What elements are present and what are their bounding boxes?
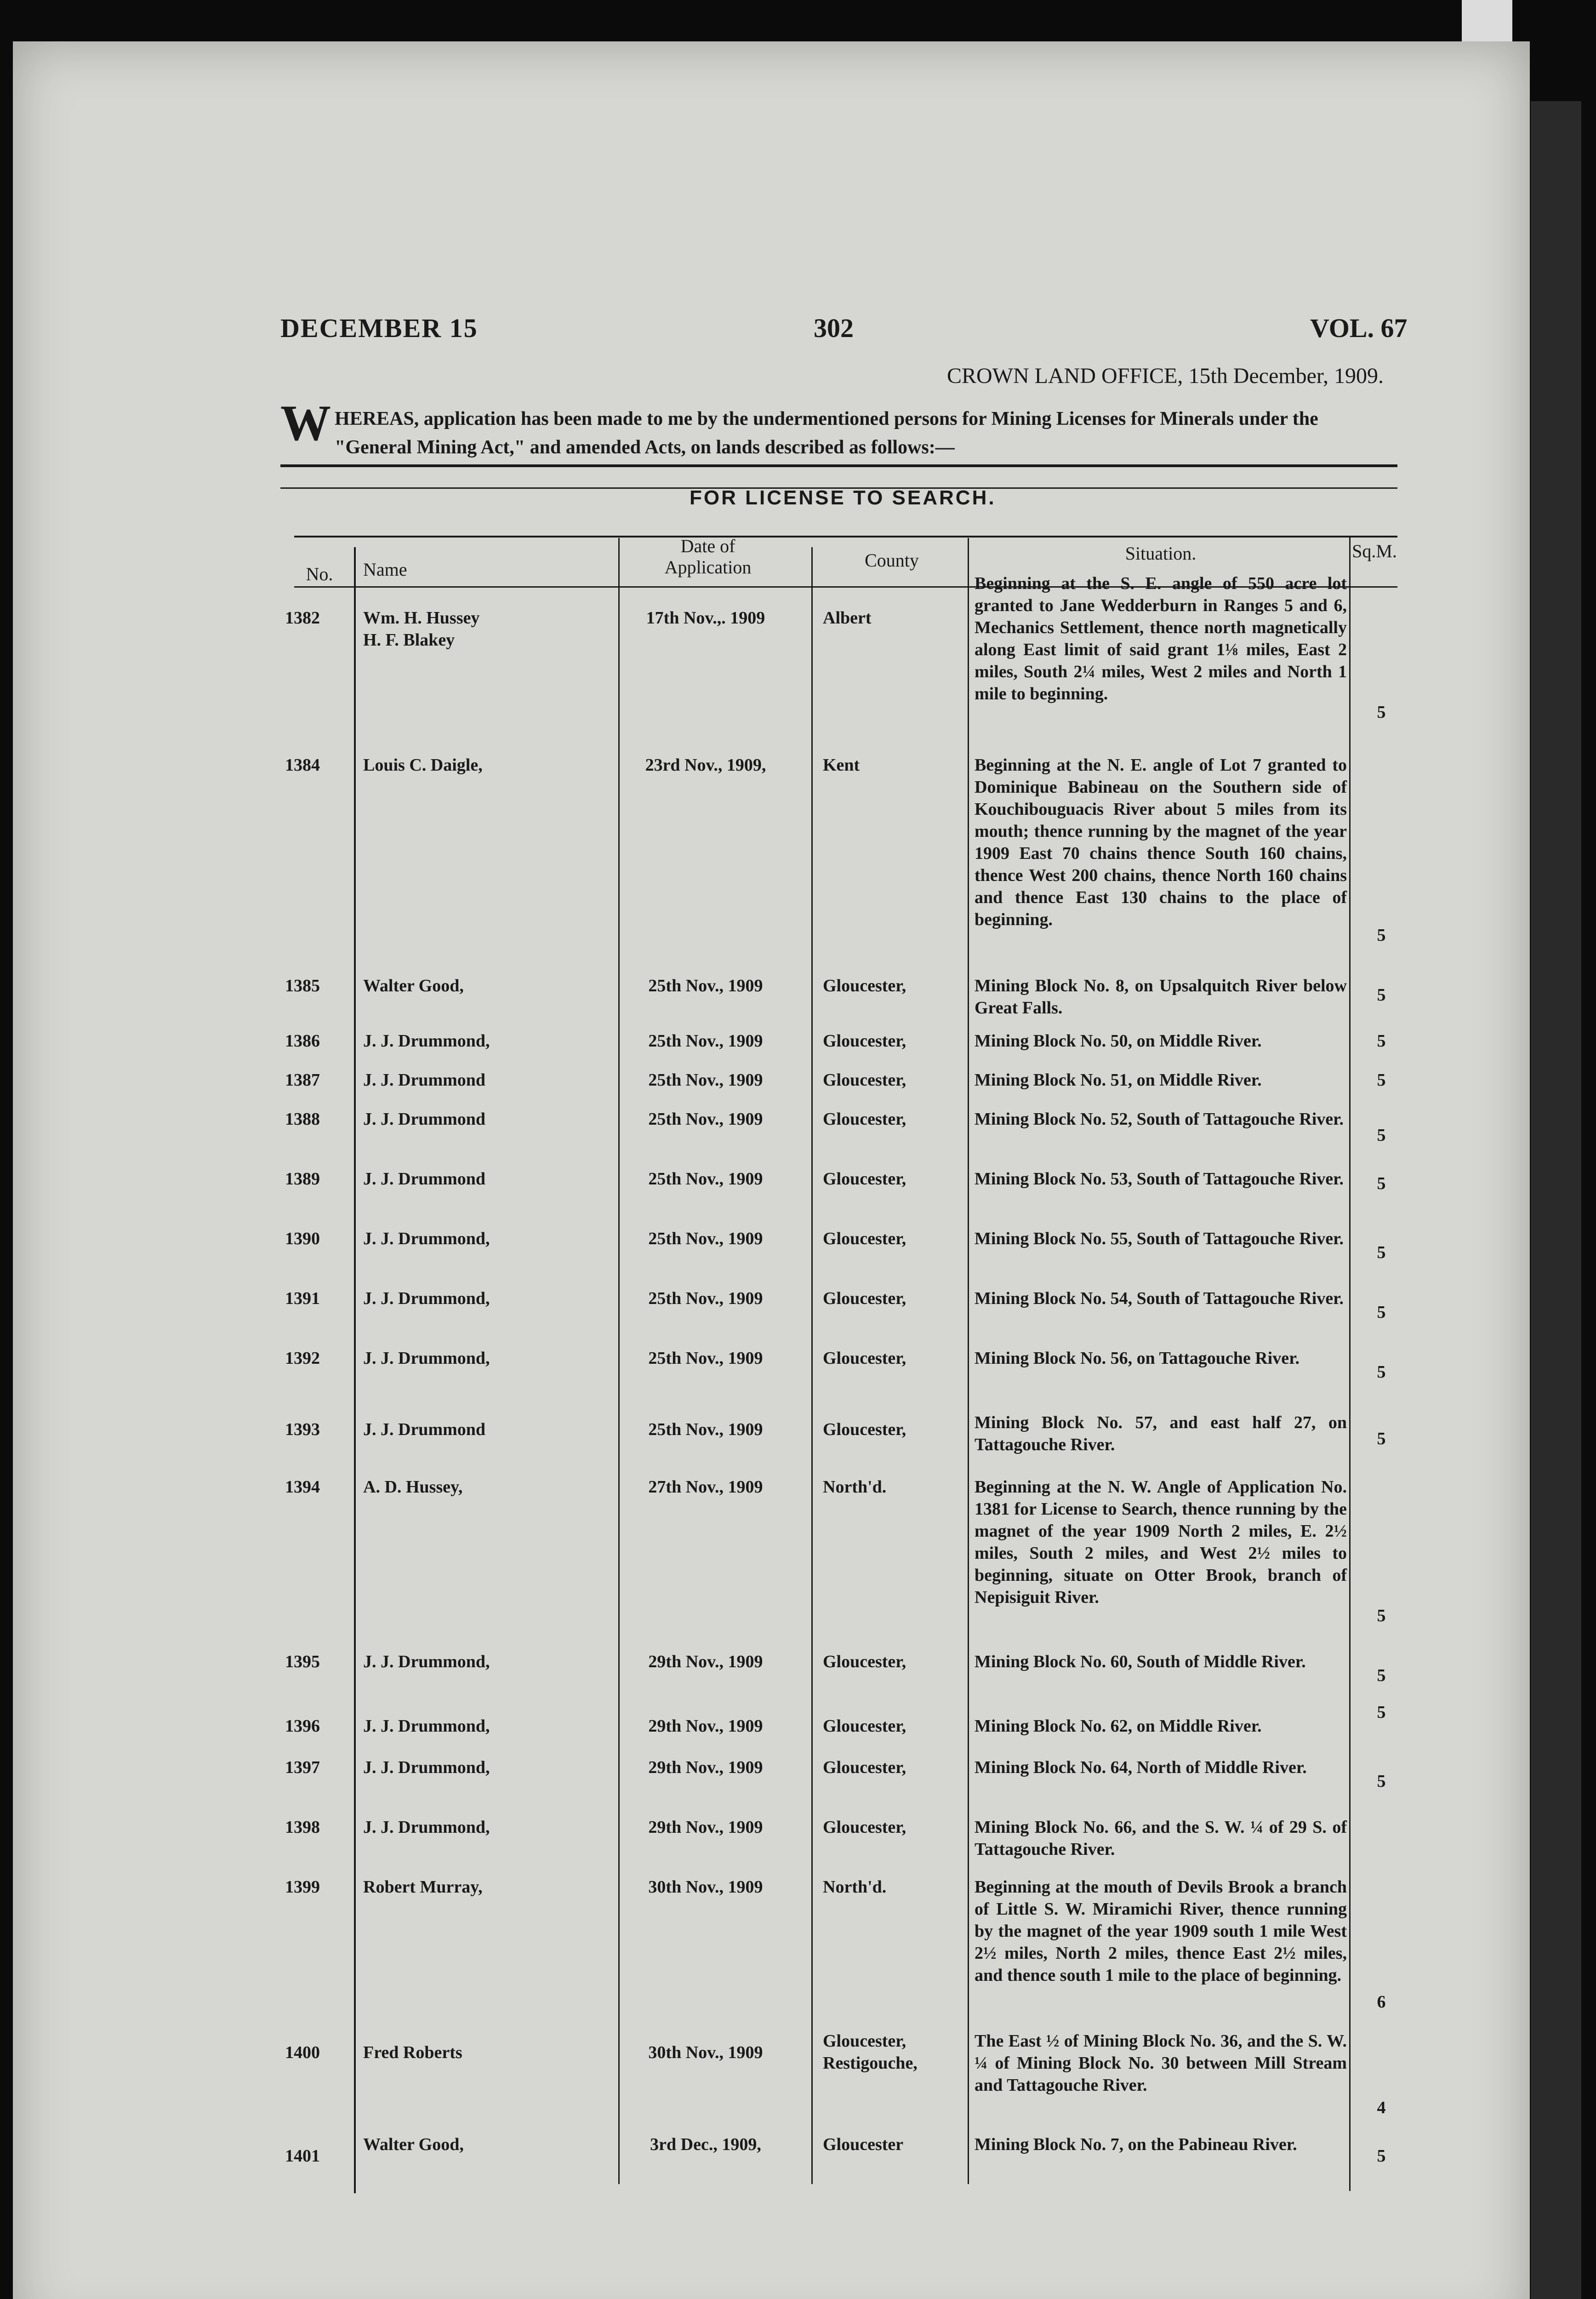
row-no: 1392 (285, 1349, 320, 1368)
row-county: Albert (823, 608, 872, 628)
row-date: 17th Nov.,. 1909 (646, 608, 765, 628)
intro-paragraph (280, 395, 1397, 462)
row-sqm: 5 (1377, 1362, 1386, 1382)
row-sqm: 5 (1377, 1031, 1386, 1051)
volume-label: VOL. 67 (1310, 313, 1408, 343)
row-situation: Mining Block No. 50, on Middle River. (975, 1031, 1262, 1051)
row-situation: Mining Block No. 66, and the S. W. ¼ of 29 S. of Tattagouche River. (975, 1818, 1347, 1859)
row-sqm: 4 (1377, 2098, 1386, 2117)
row-name: J. J. Drummond, (363, 1716, 490, 1736)
row-name: J. J. Drummond (363, 1109, 486, 1129)
row-county: Gloucester, (823, 1109, 906, 1129)
row-date: 25th Nov., 1909 (648, 1109, 763, 1129)
col-divider-3 (811, 547, 813, 2184)
row-name: J. J. Drummond, (363, 1818, 490, 1837)
row-situation: Mining Block No. 56, on Tattagouche River. (975, 1349, 1300, 1368)
drop-cap: W (280, 395, 331, 451)
row-no: 1397 (285, 1758, 320, 1777)
row-sqm: 5 (1377, 1429, 1386, 1448)
row-situation: Mining Block No. 64, North of Middle River. (975, 1758, 1307, 1777)
row-situation: Mining Block No. 62, on Middle River. (975, 1716, 1262, 1736)
row-no: 1396 (285, 1716, 320, 1736)
row-county: North'd. (823, 1877, 887, 1897)
col-divider-1 (354, 547, 356, 2193)
row-county: Gloucester, (823, 1349, 906, 1368)
row-situation: Beginning at the S. E. angle of 550 acre lot granted to Jane Wedderburn in Ranges 5 and 6, Mechanics Settlement, thence north magnetically along East limit of said grant 1⅛ miles, East 2 miles, South 2¼ miles, West 2 miles and North 1 mile to beginning. (975, 574, 1347, 703)
row-name: J. J. Drummond, (363, 1349, 490, 1368)
row-no: 1388 (285, 1109, 320, 1129)
row-sqm: 5 (1377, 1606, 1386, 1625)
col-header-name: Name (363, 559, 407, 580)
row-county: Gloucester, (823, 1758, 906, 1777)
row-sqm: 5 (1377, 1703, 1386, 1722)
row-county: Gloucester, Restigouche, (823, 2031, 918, 2073)
row-no: 1385 (285, 976, 320, 995)
row-situation: Beginning at the N. W. Angle of Application No. 1381 for License to Search, thence running by the magnet of the year 1909 North 2 miles, E. 2½ miles, South 2 miles, and West 2½ miles to beginning, situate on Otter Brook, branch of Nepisiguit River. (975, 1477, 1347, 1607)
office-line: CROWN LAND OFFICE, 15th December, 1909. (947, 364, 1384, 388)
row-county: Gloucester, (823, 1169, 906, 1189)
row-date: 25th Nov., 1909 (648, 1289, 763, 1308)
row-county: Gloucester, (823, 1289, 906, 1308)
row-county: Gloucester, (823, 1652, 906, 1671)
row-date: 25th Nov., 1909 (648, 1349, 763, 1368)
row-sqm: 5 (1377, 985, 1386, 1005)
row-date: 30th Nov., 1909 (648, 1877, 763, 1897)
row-sqm: 6 (1377, 1992, 1386, 2012)
row-situation: Mining Block No. 8, on Upsalquitch River below Great Falls. (975, 976, 1347, 1018)
row-no: 1390 (285, 1229, 320, 1248)
row-name: Fred Roberts (363, 2043, 462, 2062)
row-name: J. J. Drummond, (363, 1031, 490, 1051)
row-sqm: 5 (1377, 2146, 1386, 2166)
row-date: 27th Nov., 1909 (648, 1477, 763, 1497)
row-name: J. J. Drummond, (363, 1289, 490, 1308)
row-sqm: 5 (1377, 1772, 1386, 1791)
row-date: 25th Nov., 1909 (648, 1420, 763, 1439)
row-county: Gloucester, (823, 1031, 906, 1051)
row-name: J. J. Drummond (363, 1420, 486, 1439)
page-corner-strip (1462, 0, 1512, 41)
col-header-no: No. (306, 564, 333, 584)
row-county: North'd. (823, 1477, 887, 1497)
col-header-sqm: Sq.M. (1352, 541, 1397, 561)
row-date: 25th Nov., 1909 (648, 1070, 763, 1090)
row-situation: The East ½ of Mining Block No. 36, and the S. W. ¼ of Mining Block No. 30 between Mill Stream and Tattagouche River. (975, 2031, 1347, 2095)
row-date: 29th Nov., 1909 (648, 1818, 763, 1837)
rule-top (280, 464, 1397, 467)
row-date: 25th Nov., 1909 (648, 1169, 763, 1189)
adjacent-page-edge (1531, 101, 1581, 2299)
row-sqm: 5 (1377, 1666, 1386, 1685)
row-situation: Mining Block No. 55, South of Tattagouche River. (975, 1229, 1344, 1248)
row-county: Gloucester, (823, 1070, 906, 1090)
row-sqm: 5 (1377, 1174, 1386, 1193)
row-sqm: 5 (1377, 1070, 1386, 1090)
row-county: Gloucester, (823, 1818, 906, 1837)
row-date: 25th Nov., 1909 (648, 976, 763, 995)
row-name: J. J. Drummond (363, 1070, 486, 1090)
row-county: Gloucester, (823, 1420, 906, 1439)
row-no: 1395 (285, 1652, 320, 1671)
header-date: DECEMBER 15 (280, 313, 478, 343)
row-sqm: 5 (1377, 926, 1386, 945)
col-divider-5 (1349, 536, 1351, 2191)
row-no: 1398 (285, 1818, 320, 1837)
row-date: 29th Nov., 1909 (648, 1652, 763, 1671)
row-no: 1391 (285, 1289, 320, 1308)
row-county: Gloucester, (823, 1229, 906, 1248)
row-date: 25th Nov., 1909 (648, 1031, 763, 1051)
row-no: 1401 (285, 2146, 320, 2166)
row-situation: Mining Block No. 54, South of Tattagouche River. (975, 1289, 1344, 1308)
row-date: 3rd Dec., 1909, (650, 2135, 761, 2154)
row-situation: Mining Block No. 7, on the Pabineau River. (975, 2135, 1297, 2154)
row-name: Walter Good, (363, 976, 464, 995)
row-situation: Mining Block No. 60, South of Middle River. (975, 1652, 1306, 1671)
row-date: 30th Nov., 1909 (648, 2043, 763, 2062)
row-situation: Beginning at the N. E. angle of Lot 7 granted to Dominique Babineau on the Southern side of Kouchibouguacis River about 5 miles from its mouth; thence running by the magnet of the year 1909 East 70 chains thence South 160 chains, thence West 200 chains, thence North 160 chains and thence East 130 chains to the place of beginning. (975, 755, 1347, 929)
col-header-situation: Situation. (1125, 543, 1197, 564)
page-number: 302 (814, 313, 854, 343)
row-date: 29th Nov., 1909 (648, 1716, 763, 1736)
intro-text: HEREAS, application has been made to me by the undermentioned persons for Mining Licenses for Minerals under the "General Mining Act," and amended Acts, on lands described as follows:— (335, 408, 1318, 458)
row-no: 1387 (285, 1070, 320, 1090)
row-sqm: 5 (1377, 1126, 1386, 1145)
row-situation: Mining Block No. 57, and east half 27, on Tattagouche River. (975, 1413, 1347, 1454)
row-name: J. J. Drummond, (363, 1229, 490, 1248)
row-name: Robert Murray, (363, 1877, 483, 1897)
row-name: Walter Good, (363, 2135, 464, 2154)
row-county: Gloucester, (823, 1716, 906, 1736)
row-name: Louis C. Daigle, (363, 755, 483, 775)
row-date: 23rd Nov., 1909, (645, 755, 766, 775)
row-no: 1384 (285, 755, 320, 775)
row-situation: Beginning at the mouth of Devils Brook a branch of Little S. W. Miramichi River, thence running by the magnet of the year 1909 south 1 mile West 2½ miles, North 2 miles, thence East 2½ miles, and thence south 1 mile to the place of beginning. (975, 1877, 1347, 1985)
rule-header-top (294, 536, 1397, 538)
row-name: J. J. Drummond, (363, 1758, 490, 1777)
row-no: 1389 (285, 1169, 320, 1189)
row-no: 1400 (285, 2043, 320, 2062)
row-no: 1394 (285, 1477, 320, 1497)
row-name: A. D. Hussey, (363, 1477, 463, 1497)
col-header-date: Date of Application (664, 536, 752, 578)
row-situation: Mining Block No. 52, South of Tattagouche River. (975, 1109, 1344, 1129)
row-date: 29th Nov., 1909 (648, 1758, 763, 1777)
row-name: J. J. Drummond (363, 1169, 486, 1189)
col-header-county: County (865, 550, 919, 571)
row-date: 25th Nov., 1909 (648, 1229, 763, 1248)
row-sqm: 5 (1377, 1243, 1386, 1262)
row-no: 1399 (285, 1877, 320, 1897)
row-name: J. J. Drummond, (363, 1652, 490, 1671)
row-county: Gloucester, (823, 976, 906, 995)
section-title: FOR LICENSE TO SEARCH. (690, 486, 996, 509)
row-no: 1386 (285, 1031, 320, 1051)
col-divider-4 (968, 538, 969, 2184)
row-no: 1382 (285, 608, 320, 628)
row-name: Wm. H. Hussey H. F. Blakey (363, 608, 480, 650)
row-county: Gloucester (823, 2135, 904, 2154)
row-situation: Mining Block No. 51, on Middle River. (975, 1070, 1262, 1090)
row-no: 1393 (285, 1420, 320, 1439)
row-sqm: 5 (1377, 703, 1386, 722)
row-situation: Mining Block No. 53, South of Tattagouche River. (975, 1169, 1344, 1189)
row-sqm: 5 (1377, 1303, 1386, 1322)
row-county: Kent (823, 755, 860, 775)
